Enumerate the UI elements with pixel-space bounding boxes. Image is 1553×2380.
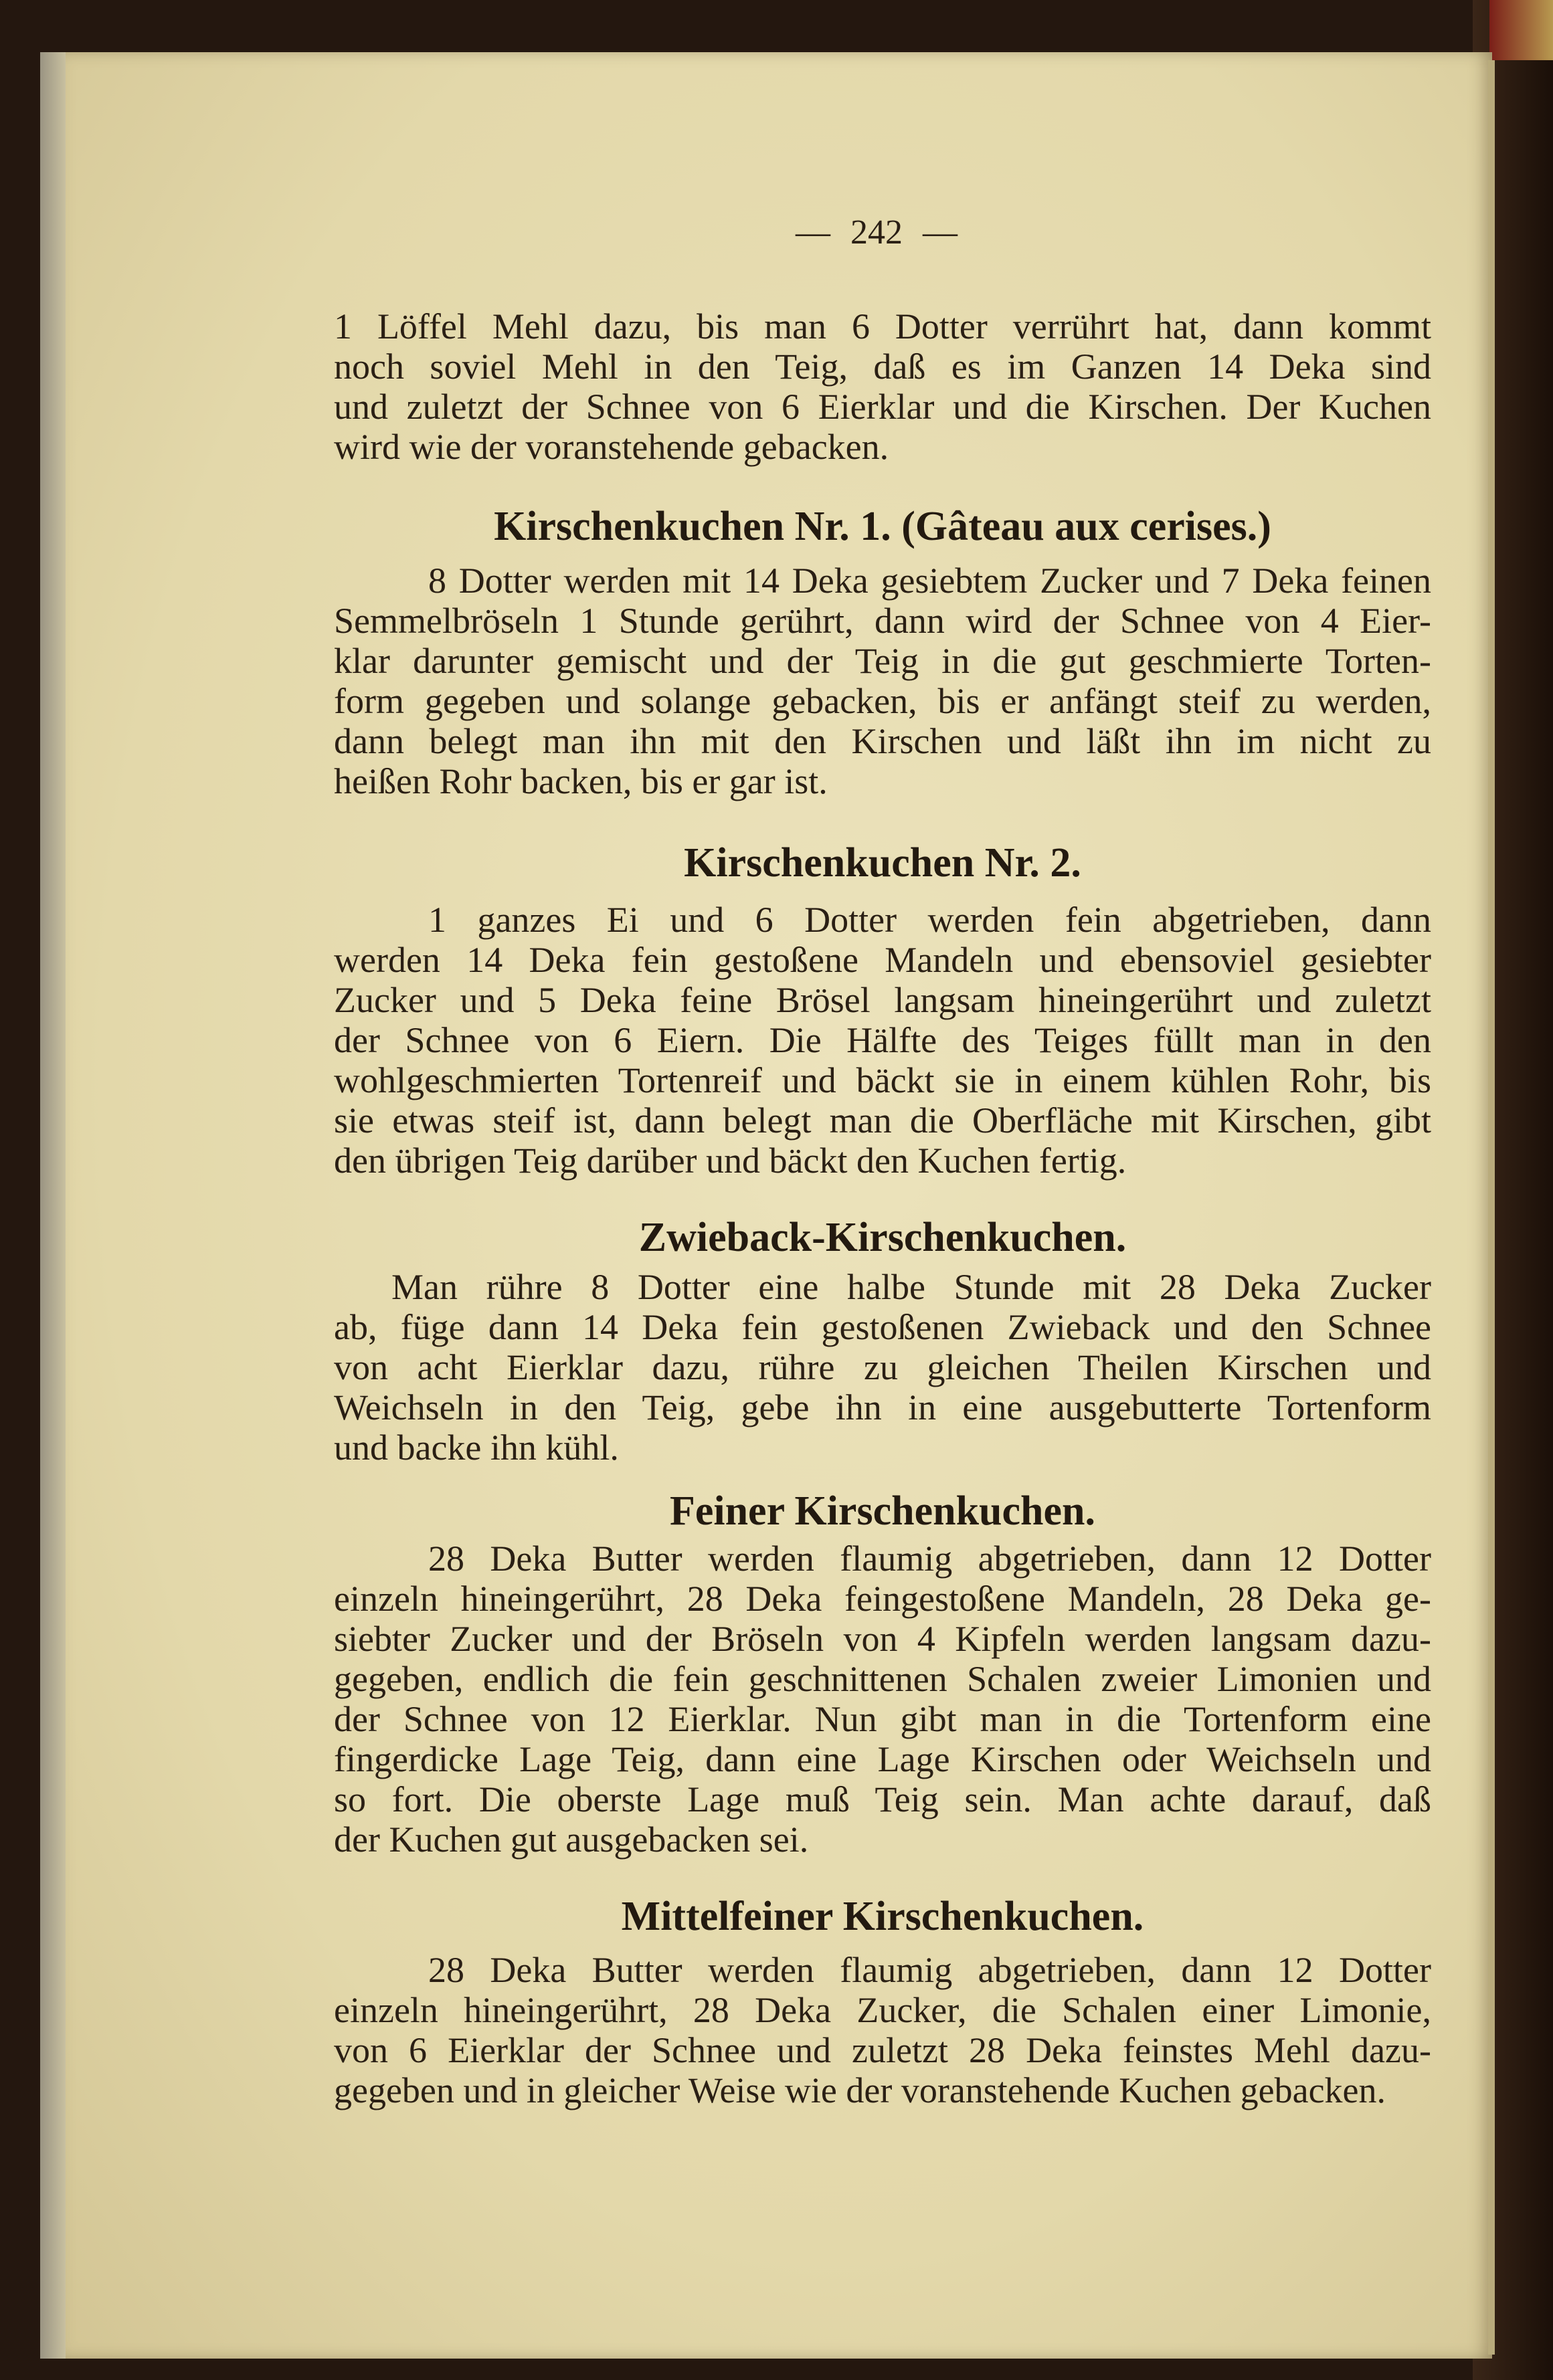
page-number-dash-right: — xyxy=(923,213,957,252)
bookmark-ribbon xyxy=(1489,0,1553,60)
page-edge xyxy=(40,52,66,2359)
text-line: 1 Löffel Mehl dazu, bis man 6 Dotter verrührt hat, dann kommt xyxy=(334,306,1431,346)
text-line: dann belegt man ihn mit den Kirschen und läßt ihn im nicht zu xyxy=(334,721,1431,761)
text-line: gegeben und in gleicher Weise wie der voranstehende Kuchen gebacken. xyxy=(334,2070,1386,2110)
recipe-heading: Feiner Kirschenkuchen. xyxy=(669,1488,1096,1534)
text-line: ab, füge dann 14 Deka fein gestoßenen Zwieback und den Schnee xyxy=(334,1307,1431,1347)
text-line: der Kuchen gut ausgebacken sei. xyxy=(334,1819,809,1860)
recipe-heading: Mittelfeiner Kirschenkuchen. xyxy=(621,1894,1144,1939)
page-number xyxy=(0,213,1553,252)
text-line: den übrigen Teig darüber und bäckt den Kuchen fertig. xyxy=(334,1141,1127,1181)
text-line: wohlgeschmierten Tortenreif und bäckt sie in einem kühlen Rohr, bis xyxy=(334,1060,1431,1100)
text-line: fingerdicke Lage Teig, dann eine Lage Kirschen oder Weichseln und xyxy=(334,1739,1431,1779)
text-line: werden 14 Deka fein gestoßene Mandeln und ebensoviel gesiebter xyxy=(334,940,1431,980)
text-line: noch soviel Mehl in den Teig, daß es im Ganzen 14 Deka sind xyxy=(334,346,1431,387)
text-line: gegeben, endlich die fein geschnittenen Schalen zweier Limonien und xyxy=(334,1659,1431,1699)
text-line: einzeln hineingerührt, 28 Deka Zucker, die Schalen einer Limonie, xyxy=(334,1990,1431,2030)
text-line: 8 Dotter werden mit 14 Deka gesiebtem Zucker und 7 Deka feinen xyxy=(428,561,1431,601)
text-line: 28 Deka Butter werden flaumig abgetrieben, dann 12 Dotter xyxy=(428,1950,1431,1990)
text-line: siebter Zucker und der Bröseln von 4 Kipfeln werden langsam dazu- xyxy=(334,1619,1431,1659)
text-line: und zuletzt der Schnee von 6 Eierklar und die Kirschen. Der Kuchen xyxy=(334,387,1431,427)
recipe-heading: Zwieback-Kirschenkuchen. xyxy=(638,1215,1127,1260)
page-number-value: 242 xyxy=(850,213,903,252)
text-line: sie etwas steif ist, dann belegt man die Oberfläche mit Kirschen, gibt xyxy=(334,1100,1431,1141)
page-number-dash-left: — xyxy=(796,213,830,252)
text-line: so fort. Die oberste Lage muß Teig sein. Man achte darauf, daß xyxy=(334,1779,1431,1819)
text-line: 28 Deka Butter werden flaumig abgetrieben, dann 12 Dotter xyxy=(428,1539,1431,1579)
text-line: einzeln hineingerührt, 28 Deka feingestoßene Mandeln, 28 Deka ge- xyxy=(334,1579,1431,1619)
text-line: der Schnee von 6 Eiern. Die Hälfte des Teiges füllt man in den xyxy=(334,1020,1431,1060)
text-line: von 6 Eierklar der Schnee und zuletzt 28 Deka feinstes Mehl dazu- xyxy=(334,2030,1431,2070)
page-gutter xyxy=(1488,60,1495,2355)
text-line: Semmelbröseln 1 Stunde gerührt, dann wird der Schnee von 4 Eier- xyxy=(334,601,1431,641)
text-line: 1 ganzes Ei und 6 Dotter werden fein abgetrieben, dann xyxy=(428,900,1431,940)
text-line: klar darunter gemischt und der Teig in die gut geschmierte Torten- xyxy=(334,641,1431,681)
text-line: form gegeben und solange gebacken, bis er anfängt steif zu werden, xyxy=(334,681,1431,721)
recipe-heading: Kirschenkuchen Nr. 1. (Gâteau aux cerises.) xyxy=(494,504,1271,549)
text-line: und backe ihn kühl. xyxy=(334,1427,619,1468)
text-line: Weichseln in den Teig, gebe ihn in eine ausgebutterte Tortenform xyxy=(334,1387,1431,1427)
text-line: Man rühre 8 Dotter eine halbe Stunde mit 28 Deka Zucker xyxy=(391,1267,1431,1307)
recipe-heading: Kirschenkuchen Nr. 2. xyxy=(684,840,1081,886)
text-line: von acht Eierklar dazu, rühre zu gleichen Theilen Kirschen und xyxy=(334,1347,1431,1387)
text-line: wird wie der voranstehende gebacken. xyxy=(334,427,889,467)
text-line: der Schnee von 12 Eierklar. Nun gibt man in die Tortenform eine xyxy=(334,1699,1431,1739)
text-line: heißen Rohr backen, bis er gar ist. xyxy=(334,761,828,801)
text-line: Zucker und 5 Deka feine Brösel langsam hineingerührt und zuletzt xyxy=(334,980,1431,1020)
